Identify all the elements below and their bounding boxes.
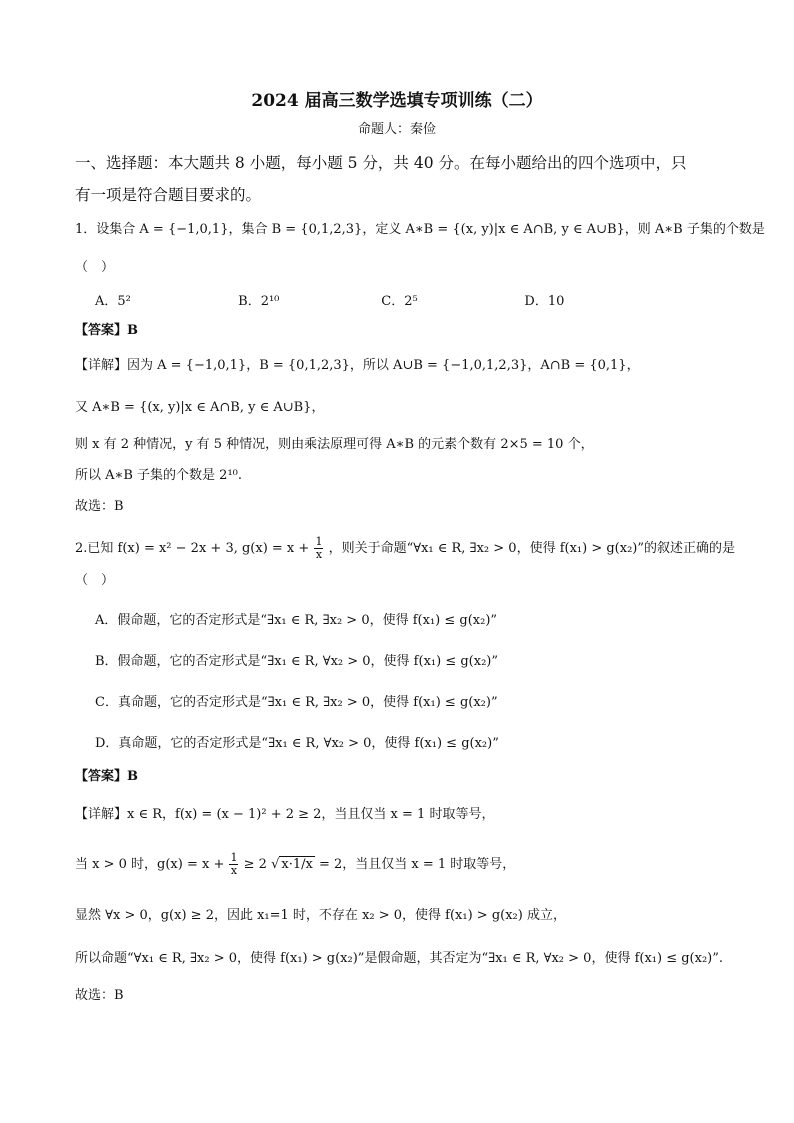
sqrt-sign-icon: √ [271,857,280,872]
section-heading-line-1: 一、选择题：本大题共 8 小题，每小题 5 分，共 40 分。在每小题给出的四个选项中，只 [75,154,687,172]
author-line: 命题人：秦俭 [357,122,436,137]
q2-answer: 【答案】B [75,769,138,784]
q1-choose: 故选：B [75,499,124,514]
q2-choose: 故选：B [75,988,124,1003]
q2-stem-fraction [314,536,323,561]
q2-detail-2-fraction [229,852,238,877]
q1-option-b: B．2¹⁰ [238,294,280,309]
q1-answer: 【答案】B [75,323,138,338]
q1-option-d: D．10 [524,294,565,309]
q2-detail-4: 所以命题“∀x₁ ∈ R, ∃x₂ > 0，使得 f(x₁) > g(x₂)”是假命题，其否定为“∃x₁ ∈ R, ∀x₂ > 0，使得 f(x₁) ≤ g(x₂)”. [75,951,724,966]
q2-detail-2-part-a: 当 x > 0 时，g(x) = x + [75,857,225,872]
q2-detail-2-sqrt: x·1/x [281,857,313,872]
q2-detail-2-part-b: ≥ 2 [243,857,267,872]
q1-detail-3: 则 x 有 2 种情况，y 有 5 种情况，则由乘法原理可得 A∗B 的元素个数有 2×5 = 10 个， [75,437,594,452]
q2-detail-2-frac-den: x [230,864,238,877]
q2-option-d: D．真命题，它的否定形式是“∃x₁ ∈ R, ∀x₂ > 0，使得 f(x₁) ≤ g(x₂)” [95,736,499,751]
q2-detail-3: 显然 ∀x > 0，g(x) ≥ 2，因此 x₁=1 时，不存在 x₂ > 0，使得 f(x₁) > g(x₂) 成立， [75,908,566,923]
page-title: 2024 届高三数学选填专项训练（二） [251,91,543,111]
q1-options [95,290,663,309]
q2-stem-part-b: ，则关于命题“∀x₁ ∈ R, ∃x₂ > 0，使得 f(x₁) > g(x₂)”的叙述正确的是 [328,541,736,556]
q2-detail-1: 【详解】x ∈ R，f(x) = (x − 1)² + 2 ≥ 2，当且仅当 x = 1 时取等号， [75,807,495,822]
q1-detail-2: 又 A∗B = {(x, y)|x ∈ A∩B, y ∈ A∪B}， [75,400,325,415]
q2-stem-part-a: 2.已知 f(x) = x² − 2x + 3, g(x) = x + [75,541,310,556]
q1-option-c: C．2⁵ [381,294,418,309]
q1-detail-4: 所以 A∗B 子集的个数是 2¹⁰. [75,468,243,483]
q1-option-a: A．5² [95,294,131,309]
q2-option-b: B．假命题，它的否定形式是“∃x₁ ∈ R, ∀x₂ > 0，使得 f(x₁) ≤ g(x₂)” [95,654,498,669]
q2-option-a: A．假命题，它的否定形式是“∃x₁ ∈ R, ∃x₂ > 0，使得 f(x₁) ≤ g(x₂)” [95,613,498,628]
q1-paren: （ ） [75,260,115,275]
q1-stem: 1．设集合 A = {−1,0,1}，集合 B = {0,1,2,3}，定义 A∗B = {(x, y)|x ∈ A∩B, y ∈ A∪B}，则 A∗B 子集的个数是 [75,222,765,237]
q2-detail-2-part-c: = 2，当且仅当 x = 1 时取等号， [318,857,516,872]
q1-detail-1: 【详解】因为 A = {−1,0,1}，B = {0,1,2,3}，所以 A∪B = {−1,0,1,2,3}，A∩B = {0,1}， [75,358,640,373]
q2-stem-frac-num: 1 [315,535,323,548]
q2-stem-frac-den: x [315,548,323,561]
q2-stem [75,536,735,561]
section-heading-line-2: 有一项是符合题目要求的。 [75,186,262,204]
q2-detail-2-frac-num: 1 [230,851,238,864]
q2-option-c: C．真命题，它的否定形式是“∃x₁ ∈ R, ∃x₂ > 0，使得 f(x₁) ≤ g(x₂)” [95,695,498,710]
q2-detail-2 [75,852,515,877]
q2-paren: （ ） [75,573,115,588]
